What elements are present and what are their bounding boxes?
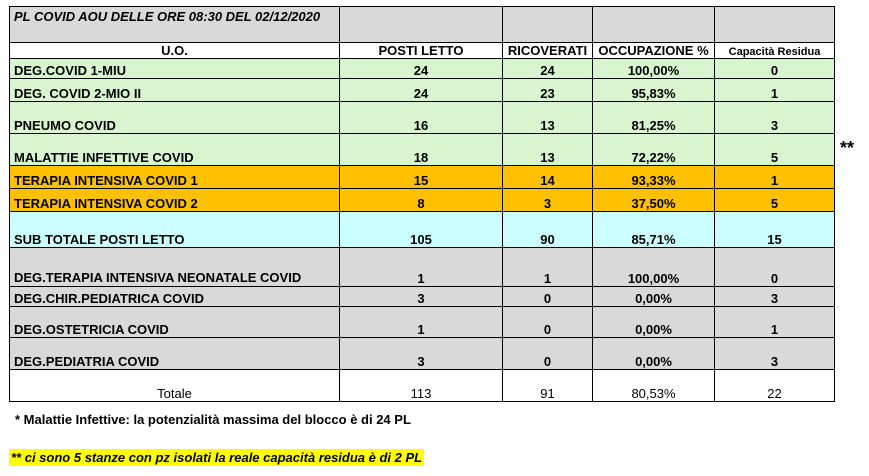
table-row	[10, 166, 835, 189]
row-capacita: 3	[715, 102, 835, 134]
row-occupazione: 81,25%	[593, 102, 715, 134]
footnote-capacita-residua: ** ci sono 5 stanze con pz isolati la reale capacità residua è di 2 PL	[11, 450, 423, 465]
row-name: DEG. COVID 2-MIO II	[10, 79, 340, 102]
title-row	[10, 7, 835, 43]
row-posti: 24	[340, 79, 503, 102]
total-capacita: 22	[715, 370, 835, 402]
double-asterisk-marker: **	[840, 138, 855, 158]
header-uo: U.O.	[10, 43, 340, 59]
row-capacita: 15	[715, 212, 835, 248]
table-row	[10, 248, 835, 287]
row-ricoverati: 3	[503, 189, 593, 212]
row-ricoverati: 23	[503, 79, 593, 102]
header-capacita-residua: Capacità Residua	[715, 43, 835, 59]
row-occupazione: 0,00%	[593, 287, 715, 307]
row-name: DEG.TERAPIA INTENSIVA NEONATALE COVID	[10, 248, 340, 287]
row-occupazione: 85,71%	[593, 212, 715, 248]
row-capacita: 1	[715, 79, 835, 102]
row-posti: 3	[340, 287, 503, 307]
row-capacita: 3	[715, 287, 835, 307]
total-ricoverati: 91	[503, 370, 593, 402]
row-ricoverati: 14	[503, 166, 593, 189]
row-capacita: 0	[715, 59, 835, 79]
row-posti: 18	[340, 134, 503, 166]
footnote-malattie-infettive: * Malattie Infettive: la potenzialità massima del blocco è di 24 PL	[15, 412, 411, 427]
table-row	[10, 134, 835, 166]
report-title: PL COVID AOU DELLE ORE 08:30 DEL 02/12/2020	[10, 7, 340, 43]
row-name: PNEUMO COVID	[10, 102, 340, 134]
row-occupazione: 0,00%	[593, 307, 715, 338]
row-occupazione: 100,00%	[593, 248, 715, 287]
row-capacita: 1	[715, 307, 835, 338]
row-capacita: 1	[715, 166, 835, 189]
table-row	[10, 189, 835, 212]
row-ricoverati: 24	[503, 59, 593, 79]
row-name: MALATTIE INFETTIVE COVID	[10, 134, 340, 166]
total-row	[10, 370, 835, 402]
row-ricoverati: 1	[503, 248, 593, 287]
title-blank-cell	[503, 7, 593, 43]
row-name: DEG.OSTETRICIA COVID	[10, 307, 340, 338]
row-occupazione: 37,50%	[593, 189, 715, 212]
row-capacita: 0	[715, 248, 835, 287]
row-posti: 3	[340, 338, 503, 370]
table-row	[10, 338, 835, 370]
row-ricoverati: 0	[503, 287, 593, 307]
row-name: SUB TOTALE POSTI LETTO	[10, 212, 340, 248]
covid-beds-table	[9, 6, 835, 402]
table-row	[10, 287, 835, 307]
row-occupazione: 0,00%	[593, 338, 715, 370]
table-row	[10, 59, 835, 79]
header-posti-letto: POSTI LETTO	[340, 43, 503, 59]
row-name: DEG.COVID 1-MIU	[10, 59, 340, 79]
total-label: Totale	[10, 370, 340, 402]
total-posti: 113	[340, 370, 503, 402]
row-posti: 1	[340, 248, 503, 287]
row-occupazione: 72,22%	[593, 134, 715, 166]
row-posti: 16	[340, 102, 503, 134]
title-blank-cell	[340, 7, 503, 43]
row-ricoverati: 0	[503, 307, 593, 338]
row-posti: 24	[340, 59, 503, 79]
header-ricoverati: RICOVERATI	[503, 43, 593, 59]
row-name: DEG.CHIR.PEDIATRICA COVID	[10, 287, 340, 307]
row-capacita: 5	[715, 134, 835, 166]
row-name: TERAPIA INTENSIVA COVID 1	[10, 166, 340, 189]
title-blank-cell	[715, 7, 835, 43]
row-posti: 15	[340, 166, 503, 189]
header-row	[10, 43, 835, 59]
total-occupazione: 80,53%	[593, 370, 715, 402]
subtotal-row	[10, 212, 835, 248]
row-capacita: 3	[715, 338, 835, 370]
row-ricoverati: 0	[503, 338, 593, 370]
title-blank-cell	[593, 7, 715, 43]
row-posti: 1	[340, 307, 503, 338]
row-capacita: 5	[715, 189, 835, 212]
header-occupazione: OCCUPAZIONE %	[593, 43, 715, 59]
table-row	[10, 102, 835, 134]
row-posti: 8	[340, 189, 503, 212]
row-occupazione: 100,00%	[593, 59, 715, 79]
table-row	[10, 307, 835, 338]
row-occupazione: 95,83%	[593, 79, 715, 102]
row-name: TERAPIA INTENSIVA COVID 2	[10, 189, 340, 212]
table-row	[10, 79, 835, 102]
row-occupazione: 93,33%	[593, 166, 715, 189]
row-ricoverati: 13	[503, 102, 593, 134]
row-posti: 105	[340, 212, 503, 248]
row-ricoverati: 90	[503, 212, 593, 248]
row-name: DEG.PEDIATRIA COVID	[10, 338, 340, 370]
row-ricoverati: 13	[503, 134, 593, 166]
